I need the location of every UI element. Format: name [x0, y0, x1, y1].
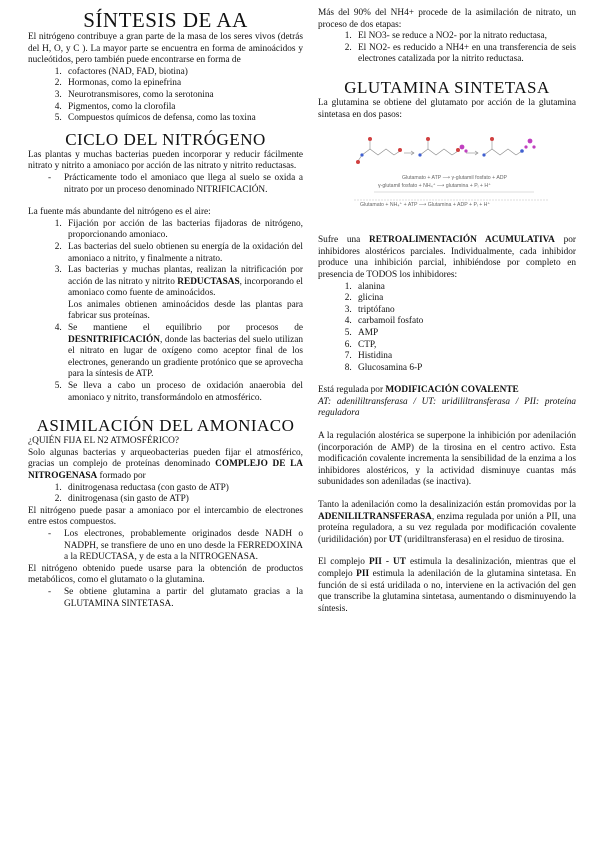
pii-paragraph: El complejo PII - UT estimula la desalinización, mientras que el complejo PII estimula la adenilación de la glutamina sintetasa. En función de si está uridilada o no, interviene en la activación del gen que transcribe la glutamina sintetasa, aumentando o disminuyendo la síntesis. — [318, 557, 577, 614]
modificacion-bold: MODIFICACIÓN COVALENTE — [385, 385, 519, 396]
list-item: - Los electrones, probablemente originados desde NADH o NADPH, se transfiere de uno en uno desde la FERREDOXINA a la REDUCTASA, y de esta a la NITROGENASA. — [64, 529, 303, 564]
abbreviations-line: AT: adenililtransferasa / UT: uridililtransferasa / PII: proteína reguladora — [318, 396, 576, 419]
list-item: 8. Glucosamina 6-P — [354, 363, 576, 375]
list-item: 5. Se lleva a cabo un proceso de oxidación anaerobia del amoniaco y nitrito, transformándolo en atmosférico. — [64, 381, 303, 404]
adenililtransferasa-bold: ADENILILTRANSFERASA — [318, 511, 432, 522]
list-item: 2. glicina — [354, 293, 576, 305]
list-item: 4. Se mantiene el equilibrio por procesos de DESNITRIFICACIÓN, donde las bacterias del suelo utilizan el nitrato en lugar de oxígeno como aceptor final de los electrones, generando un gradiente protónico que se aprovecha para la síntesis de ATP. — [64, 323, 303, 381]
list-item: 1. El NO3- se reduce a NO2- por la nitrato reductasa, — [354, 31, 576, 43]
equation-2: γ-glutamil fosfato + NH₄⁺ ⟶ glutamina + Pᵢ + H⁺ — [378, 183, 491, 190]
list-item: 1. Fijación por acción de las bacterias fijadoras de nitrógeno, proporcionando amoniaco. — [64, 219, 303, 242]
list-item: - Se obtiene glutamina a partir del glutamato gracias a la GLUTAMINA SINTETASA. — [64, 587, 303, 610]
title-sintesis-aa: SÍNTESIS DE AA — [83, 8, 248, 32]
list-item: 7. Histidina — [354, 351, 576, 363]
inhibidores-list — [318, 282, 576, 375]
retroalimentacion-bold: RETROALIMENTACIÓN ACUMULATIVA — [369, 235, 555, 246]
list-item: 5. AMP — [354, 328, 576, 340]
ciclo-paragraph: Las plantas y muchas bacterias pueden incorporar y reducir fácilmente nitrato y nitrito a amoniaco por acción de las nitrato y nitrito reductasas. — [28, 149, 303, 172]
asimilacion-paragraph-2: El nitrógeno puede pasar a amoniaco por el intercambio de electrones entre estos compuestos. — [28, 505, 303, 528]
list-item: 1. dinitrogenasa reductasa (con gasto de ATP) — [64, 483, 303, 495]
reductasas-bold: REDUCTASAS — [177, 276, 240, 287]
adenilacion-paragraph: Tanto la adenilación como la desalinización están promovidas por la ADENILILTRANSFERASA, enzima regulada por unión a PII, una proteína reguladora, a su vez regulada por modificación covalente (uridilidación) por UT (uridiltransferasa) en el residuo de tirosina. — [318, 500, 576, 545]
list-item: 1. alanina — [354, 282, 576, 294]
list-item: 5. Compuestos químicos de defensa, como las toxina — [64, 113, 303, 125]
regulacion-paragraph: A la regulación alostérica se superpone la inhibición por adenilación (incorporación de AMP) de la tirosina en el centro activo. Esta modificación covalente incrementa la sensibilidad de la enzima a los inhibidores alostéricos, y la actividad disminuye cuantas más subunidades son adeniladas (se inactiva). — [318, 431, 576, 488]
left-column — [28, 8, 303, 610]
title-glutamina-sintetasa: GLUTAMINA SINTETASA — [344, 77, 550, 97]
list-item: 2. Las bacterias del suelo obtienen su energía de la oxidación del amoniaco a nitrito, y finalmente a nitrato. — [64, 242, 303, 265]
equation-3: Glutamato + NH₄⁺ + ATP ⟶ Glutamina + ADP + Pᵢ + H⁺ — [360, 202, 491, 209]
list-item: 2. Hormonas, como la epinefrina — [64, 78, 303, 90]
list-item: 6. CTP, — [354, 340, 576, 352]
ciclo-dash-list — [28, 173, 303, 196]
list-item: 3. Las bacterias y muchas plantas, realizan la nitrificación por acción de las nitrato y nitrito REDUCTASAS, incorporando el amoniaco como fuente de aminoácidos. Los animales obtienen aminoácidos desde las plantas para fabricar sus proteínas. — [64, 265, 303, 323]
fuente-paragraph: La fuente más abundante del nitrógeno es el aire: — [28, 207, 211, 218]
fuente-list — [28, 219, 303, 405]
list-item: - Prácticamente todo el amoniaco que llega al suelo se oxida a nitrato por un proceso denominado NITRIFICACIÓN. — [64, 173, 303, 196]
reaction-figure — [354, 127, 549, 219]
ut-bold: UT — [388, 534, 402, 545]
pii-bold: PII — [356, 569, 370, 579]
glutamina-paragraph: La glutamina se obtiene del glutamato por acción de la glutamina sintetasa en dos pasos: — [318, 97, 576, 120]
list-item: 3. triptófano — [354, 305, 576, 317]
asimilacion-dash-list-2 — [28, 587, 303, 610]
nitrato-paragraph: Más del 90% del NH4+ procede de la asimilación de nitrato, un proceso de dos etapas: — [318, 8, 576, 30]
list-item: 4. Pigmentos, como la clorofila — [64, 102, 303, 114]
list-item: 4. carbamoil fosfato — [354, 316, 576, 328]
intro-paragraph: El nitrógeno contribuye a gran parte de la masa de los seres vivos (detrás del H, O, y C ). La mayor parte se encuentra en forma de aminoácidos y nucleótidos, pero también puede encontrarse en forma de — [28, 32, 303, 66]
animales-line: Los animales obtienen aminoácidos desde las plantas para fabricar sus proteínas. — [68, 299, 303, 322]
pii-ut-bold: PII - UT — [368, 557, 406, 568]
asimilacion-dash-list-1 — [28, 529, 303, 564]
nitrato-list — [318, 31, 576, 66]
asimilacion-paragraph-3: El nitrógeno obtenido puede usarse para la obtención de productos metabólicos, como el glutamato o la glutamina. — [28, 563, 303, 586]
question-line: ¿QUIÉN FIJA EL N2 ATMOSFÉRICO? — [28, 436, 179, 447]
right-column — [318, 8, 576, 615]
title-ciclo-nitrogeno: CICLO DEL NITRÓGENO — [65, 129, 266, 149]
list-item: 2. El NO2- es reducido a NH4+ en una transferencia de seis electrones catalizada por la nitrito reductasa. — [354, 43, 576, 66]
asimilacion-paragraph-1: Solo algunas bacterias y arqueobacterias pueden fijar el atmosférico, gracias un complejo de proteínas denominado COMPLEJO DE LA NITROGENASA formado por — [28, 447, 303, 481]
list-item: 3. Neurotransmisores, como la serotonina — [64, 90, 303, 102]
list-item: 2. dinitrogenasa (sin gasto de ATP) — [64, 494, 303, 506]
retroalimentacion-paragraph: Sufre una RETROALIMENTACIÓN ACUMULATIVA por inhibidores alostéricos parciales. Individualmente, cada inhibidor produce una inhibición parcial, inhibiéndose por completo en presencia de TODOS los inhibidores: — [318, 235, 576, 280]
equation-1: Glutamato + ATP ⟶ γ-glutamil fosfato + ADP — [402, 175, 507, 182]
list-item: 1. cofactores (NAD, FAD, biotina) — [64, 67, 303, 79]
nitrogenasa-bold: COMPLEJO DE LA NITROGENASA — [28, 459, 303, 481]
title-asimilacion-amoniaco: ASIMILACIÓN DEL AMONIACO — [36, 416, 295, 436]
desnitrificacion-bold: DESNITRIFICACIÓN — [68, 334, 160, 345]
modificacion-paragraph: Está regulada por MODIFICACIÓN COVALENTE AT: adenililtransferasa / UT: uridililtransferasa / PII: proteína reguladora — [318, 385, 576, 419]
intro-list — [28, 67, 303, 125]
asimilacion-list — [28, 483, 303, 506]
